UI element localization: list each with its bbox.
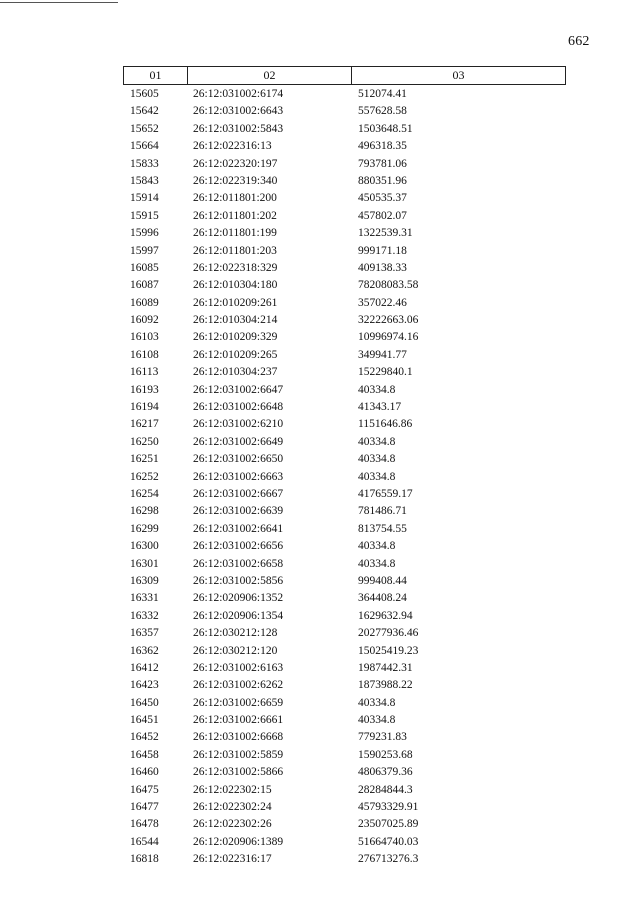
table-row [0, 243, 640, 260]
cadastral-value: 1151646.86 [358, 418, 413, 431]
header-col-01: 01 [124, 67, 188, 84]
cadastral-number: 26:12:031002:5843 [193, 122, 284, 135]
cadastral-value: 357022.46 [358, 296, 407, 309]
row-id: 15996 [130, 227, 159, 240]
cadastral-number: 26:12:022319:340 [193, 174, 278, 187]
table-row [0, 208, 640, 225]
row-id: 16252 [130, 470, 159, 483]
cadastral-value: 40334.8 [358, 383, 396, 396]
table-row [0, 364, 640, 381]
row-id: 16458 [130, 748, 159, 761]
cadastral-value: 41343.17 [358, 401, 402, 414]
cadastral-number: 26:12:031002:5856 [193, 574, 284, 587]
row-id: 16103 [130, 331, 159, 344]
row-id: 16194 [130, 401, 159, 414]
row-id: 16331 [130, 592, 159, 605]
row-id: 15664 [130, 140, 159, 153]
cadastral-value: 51664740.03 [358, 835, 419, 848]
cadastral-value: 512074.41 [358, 88, 407, 100]
table-row [0, 503, 640, 520]
table-row [0, 434, 640, 451]
cadastral-number: 26:12:031002:6668 [193, 731, 284, 744]
row-id: 16423 [130, 679, 159, 692]
cadastral-value: 10996974.16 [358, 331, 419, 344]
table-row [0, 121, 640, 138]
cadastral-value: 40334.8 [358, 557, 396, 570]
row-id: 16092 [130, 314, 159, 327]
row-id: 16300 [130, 540, 159, 553]
cadastral-value: 40334.8 [358, 714, 396, 727]
cadastral-value: 779231.83 [358, 731, 407, 744]
row-id: 16089 [130, 296, 159, 309]
cadastral-number: 26:12:031002:6649 [193, 435, 284, 448]
table-row [0, 799, 640, 816]
table-row [0, 643, 640, 660]
cadastral-value: 1873988.22 [358, 679, 413, 692]
row-id: 16085 [130, 261, 159, 274]
cadastral-number: 26:12:010304:237 [193, 366, 278, 379]
cadastral-number: 26:12:031002:6656 [193, 540, 284, 553]
row-id: 16301 [130, 557, 159, 570]
cadastral-number: 26:12:022302:24 [193, 801, 272, 814]
cadastral-number: 26:12:031002:6210 [193, 418, 284, 431]
cadastral-value: 781486.71 [358, 505, 407, 518]
cadastral-value: 999171.18 [358, 244, 407, 257]
cadastral-number: 26:12:022302:15 [193, 783, 272, 796]
cadastral-value: 15025419.23 [358, 644, 419, 657]
table-row [0, 556, 640, 573]
cadastral-number: 26:12:031002:6641 [193, 522, 284, 535]
row-id: 16460 [130, 766, 159, 779]
row-id: 15833 [130, 157, 159, 170]
table-row [0, 608, 640, 625]
table-row [0, 834, 640, 851]
row-id: 16108 [130, 348, 159, 361]
cadastral-number: 26:12:031002:6639 [193, 505, 284, 518]
cadastral-value: 349941.77 [358, 348, 407, 361]
cadastral-number: 26:12:031002:6661 [193, 714, 284, 727]
cadastral-value: 32222663.06 [358, 314, 419, 327]
table-row [0, 590, 640, 607]
cadastral-value: 28284844.3 [358, 783, 413, 796]
row-id: 15642 [130, 105, 159, 118]
row-id: 16451 [130, 714, 159, 727]
table-row [0, 138, 640, 155]
table-row [0, 782, 640, 799]
cadastral-number: 26:12:030212:128 [193, 627, 278, 640]
table-row [0, 521, 640, 538]
table-row [0, 156, 640, 173]
cadastral-number: 26:12:020906:1354 [193, 609, 284, 622]
row-id: 16450 [130, 696, 159, 709]
table-row [0, 816, 640, 833]
cadastral-number: 26:12:031002:6658 [193, 557, 284, 570]
row-id: 16193 [130, 383, 159, 396]
cadastral-value: 20277936.46 [358, 627, 419, 640]
row-id: 16544 [130, 835, 159, 848]
table-row [0, 469, 640, 486]
cadastral-number: 26:12:031002:5859 [193, 748, 284, 761]
cadastral-value: 1629632.94 [358, 609, 413, 622]
table-row [0, 347, 640, 364]
table-row [0, 729, 640, 746]
table-row [0, 382, 640, 399]
cadastral-value: 23507025.89 [358, 818, 419, 831]
cadastral-number: 26:12:011801:199 [193, 227, 277, 240]
table-row [0, 416, 640, 433]
table-row [0, 538, 640, 555]
row-id: 16818 [130, 853, 159, 866]
table-row [0, 260, 640, 277]
cadastral-value: 276713276.3 [358, 853, 419, 866]
table-row [0, 399, 640, 416]
row-id: 15914 [130, 192, 159, 205]
cadastral-value: 1503648.51 [358, 122, 413, 135]
cadastral-value: 793781.06 [358, 157, 407, 170]
table-row [0, 486, 640, 503]
cadastral-value: 40334.8 [358, 453, 396, 466]
table-row [0, 86, 640, 103]
table-row [0, 277, 640, 294]
table-row [0, 851, 640, 868]
cadastral-value: 40334.8 [358, 696, 396, 709]
table-row [0, 573, 640, 590]
table-row [0, 625, 640, 642]
cadastral-value: 364408.24 [358, 592, 407, 605]
row-id: 16113 [130, 366, 159, 379]
table-row [0, 677, 640, 694]
cadastral-value: 813754.55 [358, 522, 407, 535]
cadastral-number: 26:12:031002:6163 [193, 661, 284, 674]
cadastral-number: 26:12:022302:26 [193, 818, 272, 831]
table-row [0, 329, 640, 346]
cadastral-number: 26:12:020906:1389 [193, 835, 284, 848]
row-id: 15605 [130, 88, 159, 100]
cadastral-number: 26:12:010209:261 [193, 296, 278, 309]
row-id: 16478 [130, 818, 159, 831]
row-id: 16332 [130, 609, 159, 622]
table-row [0, 190, 640, 207]
row-id: 15843 [130, 174, 159, 187]
row-id: 16412 [130, 661, 159, 674]
cadastral-number: 26:12:031002:6650 [193, 453, 284, 466]
row-id: 16475 [130, 783, 159, 796]
cadastral-number: 26:12:031002:6174 [193, 88, 284, 100]
table-row [0, 712, 640, 729]
row-id: 16309 [130, 574, 159, 587]
table-row [0, 451, 640, 468]
cadastral-value: 1987442.31 [358, 661, 413, 674]
table-row [0, 764, 640, 781]
row-id: 16250 [130, 435, 159, 448]
table-row [0, 173, 640, 190]
cadastral-value: 45793329.91 [358, 801, 419, 814]
cadastral-number: 26:12:011801:202 [193, 209, 277, 222]
cadastral-number: 26:12:010304:214 [193, 314, 278, 327]
row-id: 15997 [130, 244, 159, 257]
row-id: 16254 [130, 487, 159, 500]
cadastral-value: 457802.07 [358, 209, 407, 222]
cadastral-number: 26:12:022320:197 [193, 157, 278, 170]
cadastral-value: 880351.96 [358, 174, 407, 187]
cadastral-value: 409138.33 [358, 261, 407, 274]
row-id: 16357 [130, 627, 159, 640]
table-row [0, 747, 640, 764]
cadastral-value: 78208083.58 [358, 279, 419, 292]
cadastral-number: 26:12:031002:6647 [193, 383, 284, 396]
cadastral-number: 26:12:022316:13 [193, 140, 272, 153]
cadastral-value: 999408.44 [358, 574, 407, 587]
table-header [123, 66, 566, 85]
header-col-03: 03 [452, 68, 465, 82]
row-id: 16217 [130, 418, 159, 431]
cadastral-number: 26:12:031002:6659 [193, 696, 284, 709]
row-id: 16452 [130, 731, 159, 744]
top-rule [0, 2, 118, 3]
cadastral-number: 26:12:030212:120 [193, 644, 278, 657]
table-body [0, 86, 640, 869]
row-id: 16362 [130, 644, 159, 657]
table-row [0, 225, 640, 242]
table-row [0, 695, 640, 712]
page-number: 662 [568, 34, 590, 49]
cadastral-number: 26:12:022318:329 [193, 261, 278, 274]
header-col-02: 02 [188, 67, 352, 84]
cadastral-value: 496318.35 [358, 140, 407, 153]
row-id: 15915 [130, 209, 159, 222]
table-row [0, 660, 640, 677]
cadastral-number: 26:12:020906:1352 [193, 592, 284, 605]
cadastral-value: 4806379.36 [358, 766, 413, 779]
row-id: 16298 [130, 505, 159, 518]
cadastral-value: 1590253.68 [358, 748, 413, 761]
table-row [0, 295, 640, 312]
table-row [0, 103, 640, 120]
cadastral-number: 26:12:031002:5866 [193, 766, 284, 779]
cadastral-number: 26:12:031002:6648 [193, 401, 284, 414]
row-id: 16087 [130, 279, 159, 292]
row-id: 15652 [130, 122, 159, 135]
cadastral-number: 26:12:010304:180 [193, 279, 278, 292]
cadastral-number: 26:12:031002:6667 [193, 487, 284, 500]
cadastral-value: 40334.8 [358, 540, 396, 553]
cadastral-value: 40334.8 [358, 435, 396, 448]
cadastral-value: 557628.58 [358, 105, 407, 118]
cadastral-number: 26:12:031002:6643 [193, 105, 284, 118]
row-id: 16477 [130, 801, 159, 814]
cadastral-value: 40334.8 [358, 470, 396, 483]
cadastral-value: 1322539.31 [358, 227, 413, 240]
cadastral-number: 26:12:022316:17 [193, 853, 272, 866]
cadastral-value: 4176559.17 [358, 487, 413, 500]
cadastral-number: 26:12:010209:329 [193, 331, 278, 344]
table-row [0, 312, 640, 329]
cadastral-value: 15229840.1 [358, 366, 413, 379]
row-id: 16251 [130, 453, 159, 466]
cadastral-value: 450535.37 [358, 192, 407, 205]
cadastral-number: 26:12:011801:203 [193, 244, 277, 257]
cadastral-number: 26:12:011801:200 [193, 192, 277, 205]
cadastral-number: 26:12:031002:6262 [193, 679, 284, 692]
cadastral-number: 26:12:031002:6663 [193, 470, 284, 483]
row-id: 16299 [130, 522, 159, 535]
cadastral-number: 26:12:010209:265 [193, 348, 278, 361]
